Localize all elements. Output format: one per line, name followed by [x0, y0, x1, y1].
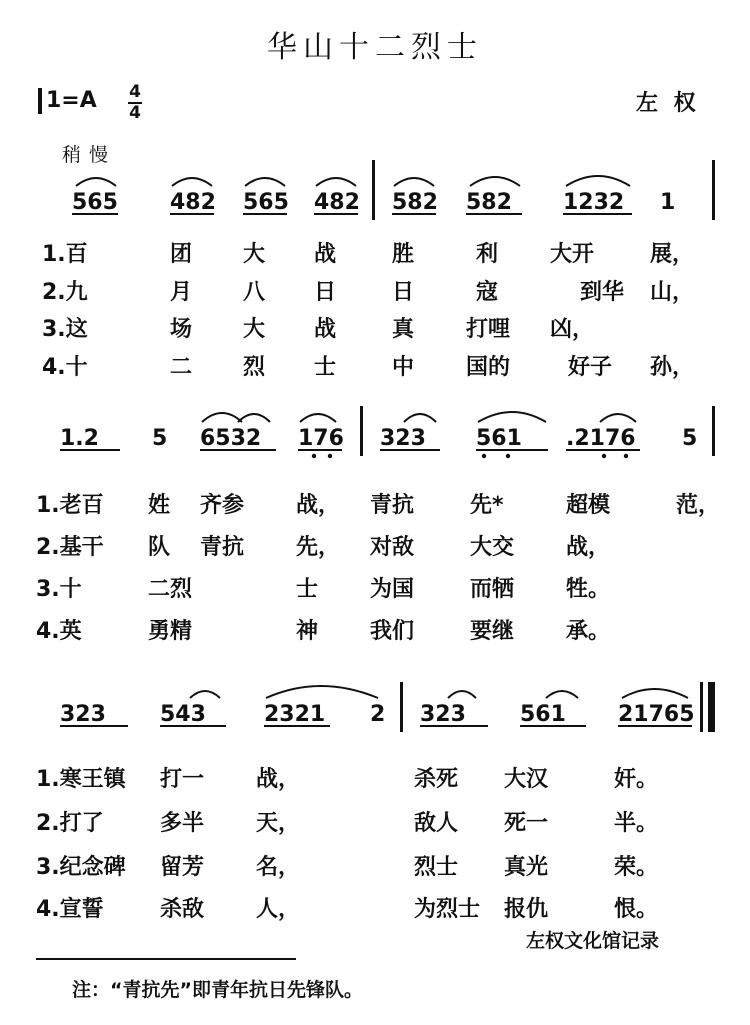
s1-l2-1: 月 [170, 280, 193, 305]
s2-note-1: 5 [152, 426, 168, 451]
s2-note-4: 323 [380, 426, 426, 451]
time-signature-top: 4 [129, 82, 141, 102]
s3-note-4: 323 [420, 702, 466, 727]
s2-note-7: 5 [682, 426, 698, 451]
s1-l1-4: 胜 [392, 242, 415, 267]
s3-l1-3: 杀死 [414, 767, 459, 792]
s2-l3-0: 3.十 [36, 577, 82, 602]
s3-l2-0: 2.打了 [36, 811, 104, 836]
s3-barline-final-thick [708, 682, 715, 732]
s3-l2-2: 天， [256, 811, 301, 836]
s1-l3-2: 大 [243, 317, 266, 342]
s3-l3-2: 名， [256, 855, 301, 880]
key-signature: 1=A [46, 88, 97, 113]
s1-barline-2 [712, 160, 715, 220]
s1-note-2: 565 [243, 190, 289, 215]
s3-l3-4: 真光 [504, 855, 549, 880]
s2-l2-5: 大交 [470, 535, 515, 560]
s2-l3-2: 士 [296, 577, 319, 602]
s2-l3-5: 牲。 [566, 577, 611, 602]
s3-l3-3: 烈士 [414, 855, 459, 880]
s2-l1-5: 先* [470, 493, 504, 518]
s2-l1-0: 1.老百 [36, 493, 104, 518]
s1-l4-4: 中 [392, 355, 415, 380]
s3-note-2: 2321 [264, 702, 326, 727]
s1-l4-2: 烈 [243, 355, 266, 380]
s2-l1-3: 战， [296, 493, 341, 518]
s3-l4-3: 为烈士 [414, 897, 481, 922]
s3-l2-3: 敌人 [414, 811, 459, 836]
s3-l1-4: 大汉 [504, 767, 549, 792]
s2-l4-1: 勇精 [148, 619, 193, 644]
s1-l4-5: 国的 [466, 355, 511, 380]
s3-l2-4: 死一 [504, 811, 549, 836]
s3-l3-0: 3.纪念碑 [36, 855, 126, 880]
s1-l1-6: 大开 [550, 242, 595, 267]
s2-note-6: .2176 [566, 426, 636, 451]
time-signature-bottom: 4 [129, 103, 141, 123]
s3-l1-2: 战， [256, 767, 301, 792]
s1-l2-7: 山， [650, 280, 695, 305]
s1-note-5: 582 [466, 190, 512, 215]
s1-l2-6: 到华 [580, 280, 625, 305]
s3-barline-final-thin [700, 682, 703, 732]
s2-l3-1: 二烈 [148, 577, 193, 602]
s2-barline-2 [712, 406, 715, 456]
s2-l4-3: 我们 [370, 619, 415, 644]
key-bar [38, 88, 42, 114]
s1-note-7: 1 [660, 190, 676, 215]
s1-l4-7: 孙， [650, 355, 695, 380]
footnote-rule [36, 958, 296, 960]
s1-l1-7: 展， [650, 242, 695, 267]
s3-note-1: 543 [160, 702, 206, 727]
s1-l1-1: 团 [170, 242, 193, 267]
s1-note-1: 482 [170, 190, 216, 215]
s3-note-3: 2 [370, 702, 386, 727]
time-signature [128, 84, 142, 122]
s3-l4-1: 杀敌 [160, 897, 205, 922]
s2-note-2: 6532 [200, 426, 262, 451]
s1-l3-5: 打哩 [466, 317, 511, 342]
song-title: 华山十二烈士 [267, 30, 483, 65]
s2-l4-0: 4.英 [36, 619, 82, 644]
s2-l2-6: 战， [566, 535, 611, 560]
s3-l1-0: 1.寒王镇 [36, 767, 126, 792]
s3-l3-1: 留芳 [160, 855, 205, 880]
s2-l4-5: 承。 [566, 619, 611, 644]
s3-l4-4: 报仇 [504, 897, 549, 922]
s3-note-6: 21765 [618, 702, 695, 727]
s3-l2-1: 多半 [160, 811, 205, 836]
s1-l2-0: 2.九 [42, 280, 88, 305]
s1-l1-5: 利 [476, 242, 499, 267]
s2-l2-3: 先， [296, 535, 341, 560]
s3-l1-5: 奸。 [614, 767, 659, 792]
s1-l1-3: 战 [314, 242, 337, 267]
s2-l2-1: 队 [148, 535, 171, 560]
s1-note-3: 482 [314, 190, 360, 215]
s2-l4-4: 要继 [470, 619, 515, 644]
transcription-credit: 左权文化馆记录 [526, 930, 660, 952]
s2-l2-0: 2.基干 [36, 535, 104, 560]
footnote: 注：“青抗先”即青年抗日先锋队。 [72, 979, 363, 1001]
s3-l1-1: 打一 [160, 767, 205, 792]
s1-l2-3: 日 [314, 280, 337, 305]
s2-note-3: 176 [298, 426, 344, 451]
s2-l2-4: 对敌 [370, 535, 415, 560]
s1-l3-3: 战 [314, 317, 337, 342]
s2-l1-4: 青抗 [370, 493, 415, 518]
s3-barline-1 [400, 682, 403, 732]
s1-l3-6: 凶， [550, 317, 595, 342]
region-label: 左 权 [636, 91, 700, 116]
s2-barline-1 [360, 406, 363, 456]
s1-note-4: 582 [392, 190, 438, 215]
s1-l3-4: 真 [392, 317, 415, 342]
s3-l2-5: 半。 [614, 811, 659, 836]
s3-l4-0: 4.宣誓 [36, 897, 104, 922]
s1-l4-0: 4.十 [42, 355, 88, 380]
s1-l1-0: 1.百 [42, 242, 88, 267]
s1-l4-1: 二 [170, 355, 193, 380]
s1-l3-1: 场 [170, 317, 193, 342]
s1-l4-6: 好子 [568, 355, 613, 380]
s3-l4-5: 恨。 [614, 897, 659, 922]
s1-l2-5: 寇 [476, 280, 499, 305]
s2-l3-3: 为国 [370, 577, 415, 602]
s3-note-5: 561 [520, 702, 566, 727]
tempo-marking: 稍慢 [62, 144, 117, 166]
s1-l4-3: 士 [314, 355, 337, 380]
s3-l4-2: 人， [256, 897, 301, 922]
s1-note-6: 1232 [563, 190, 625, 215]
s1-barline-1 [372, 160, 375, 220]
s2-l4-2: 神 [296, 619, 319, 644]
s2-note-0: 1.2 [60, 426, 99, 451]
s1-l2-4: 日 [392, 280, 415, 305]
s1-l1-2: 大 [243, 242, 266, 267]
s1-l3-0: 3.这 [42, 317, 88, 342]
s2-note-5: 561 [476, 426, 522, 451]
s2-l1-7: 范， [676, 493, 721, 518]
s2-l1-6: 超模 [566, 493, 611, 518]
s1-note-0: 565 [72, 190, 118, 215]
s2-l3-4: 而牺 [470, 577, 515, 602]
s1-l2-2: 八 [243, 280, 266, 305]
s3-l3-5: 荣。 [614, 855, 659, 880]
s3-note-0: 323 [60, 702, 106, 727]
s2-l1-1: 姓 [148, 493, 171, 518]
s2-l1-2: 齐参 [200, 493, 245, 518]
s2-l2-2: 青抗 [200, 535, 245, 560]
